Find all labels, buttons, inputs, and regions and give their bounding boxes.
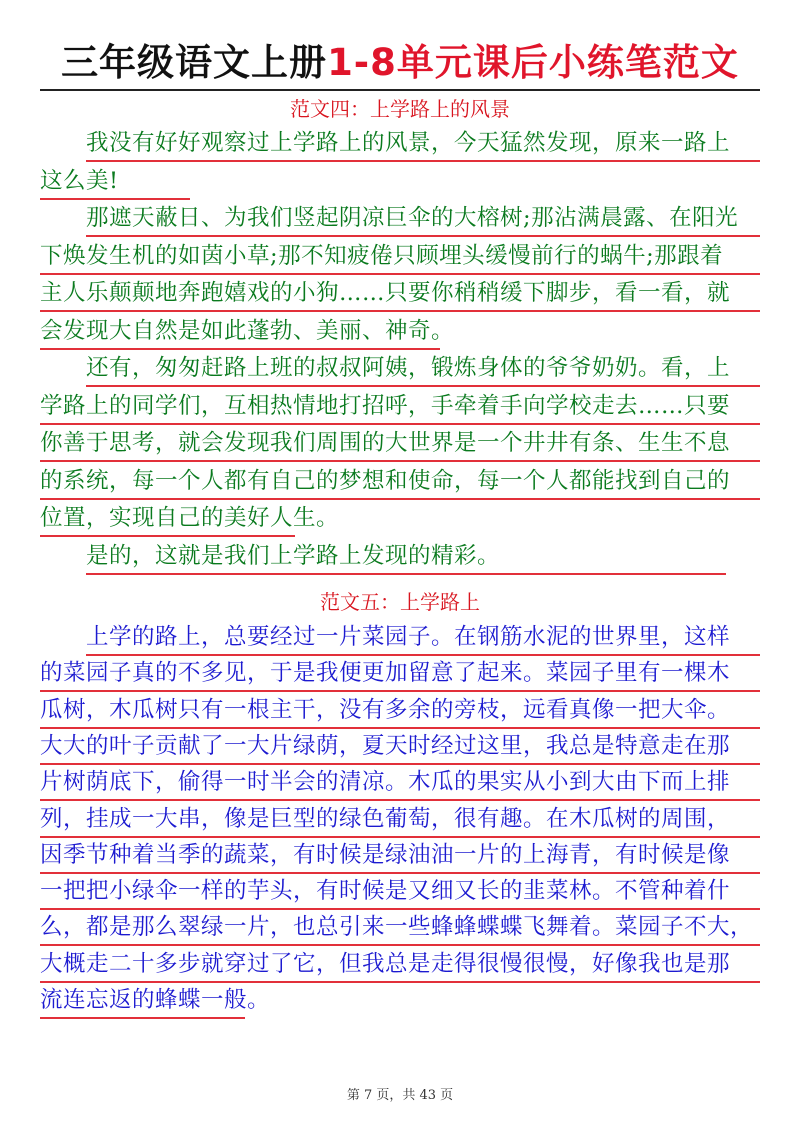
- section-5-text-line: 瓜树，木瓜树只有一根主干，没有多余的旁枝，远看真像一把大伞。: [40, 692, 760, 729]
- section-5-text-line: 大大的叶子贡献了一大片绿荫，夏天时经过这里，我总是特意走在那: [40, 728, 760, 765]
- section-5-text-line: 因季节种着当季的蔬菜，有时候是绿油油一片的上海青，有时候是像: [40, 837, 760, 874]
- section-4-text-line: 会发现大自然是如此蓬勃、美丽、神奇。: [40, 313, 440, 350]
- title-divider: [40, 89, 760, 91]
- page-footer: 第 7 页，共 43 页: [346, 1088, 454, 1103]
- section-4-heading: 范文四：上学路上的风景: [290, 97, 510, 121]
- section-4-text-line: 是的，这就是我们上学路上发现的精彩。: [86, 538, 726, 575]
- section-5-text-line: 大概走二十多步就穿过了它，但我总是走得很慢很慢，好像我也是那: [40, 946, 760, 983]
- section-5-text-line: 片树荫底下，偷得一时半会的清凉。木瓜的果实从小到大由下而上排: [40, 764, 760, 801]
- section-4-text-line: 还有，匆匆赶路上班的叔叔阿姨，锻炼身体的爷爷奶奶。看，上: [86, 350, 760, 387]
- section-4-text-line: 主人乐颠颠地奔跑嬉戏的小狗……只要你稍稍缓下脚步，看一看，就: [40, 275, 760, 312]
- page-title: [0, 38, 800, 88]
- section-5-text-line: 上学的路上，总要经过一片菜园子。在钢筋水泥的世界里，这样: [86, 619, 760, 656]
- section-5-text-line: 流连忘返的蜂蝶一般。: [40, 982, 245, 1019]
- section-5-text-line: 列，挂成一大串，像是巨型的绿色葡萄，很有趣。在木瓜树的周围，: [40, 801, 760, 838]
- section-4-text-line: 学路上的同学们，互相热情地打招呼，手牵着手向学校走去……只要: [40, 388, 760, 425]
- section-4-text-line: 位置，实现自己的美好人生。: [40, 500, 295, 537]
- section-4-text-line: 你善于思考，就会发现我们周围的大世界是一个井井有条、生生不息: [40, 425, 760, 462]
- section-5-text-line: 一把把小绿伞一样的芋头，有时候是又细又长的韭菜林。不管种着什: [40, 873, 760, 910]
- title-part-black: 三年级语文上册: [61, 41, 328, 84]
- section-4-text-line: 的系统，每一个人都有自己的梦想和使命，每一个人都能找到自己的: [40, 463, 760, 500]
- section-4-text-line: 下焕发生机的如茵小草;那不知疲倦只顾埋头缓慢前行的蜗牛;那跟着: [40, 238, 760, 275]
- section-5-text-line: 的菜园子真的不多见，于是我便更加留意了起来。菜园子里有一棵木: [40, 655, 760, 692]
- section-4-text-line: 我没有好好观察过上学路上的风景，今天猛然发现，原来一路上: [86, 125, 760, 162]
- section-5-text-line: 么，都是那么翠绿一片，也总引来一些蜂蜂蝶蝶飞舞着。菜园子不大，: [40, 909, 760, 946]
- section-5-heading: 范文五：上学路上: [320, 590, 480, 614]
- section-4-text-line: 那遮天蔽日、为我们竖起阴凉巨伞的大榕树;那沾满晨露、在阳光: [86, 200, 760, 237]
- title-part-red: 1-8单元课后小练笔范文: [327, 41, 739, 84]
- section-4-text-line: 这么美!: [40, 163, 190, 200]
